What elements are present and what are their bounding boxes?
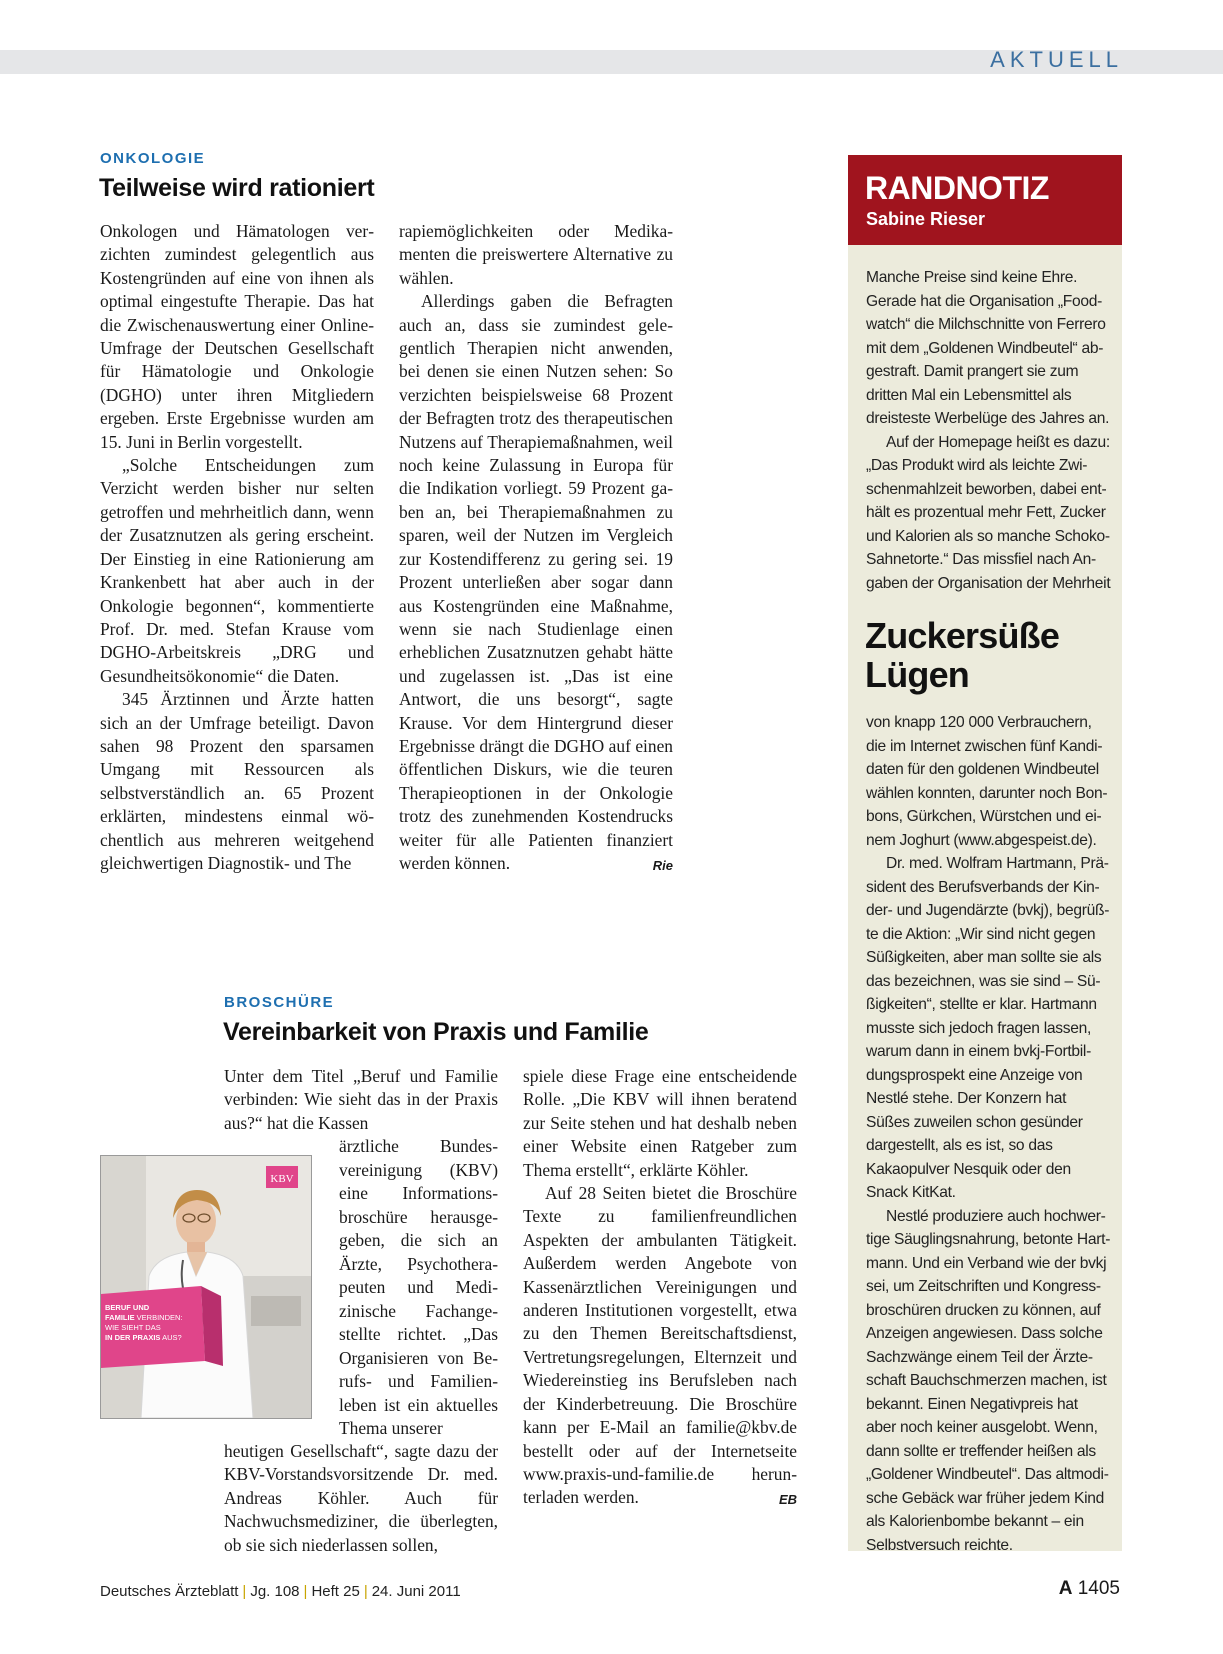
article2-signature: EB <box>778 1492 797 1508</box>
page-prefix: A <box>1058 1578 1073 1599</box>
footer-date: 24. Juni 2011 <box>371 1583 461 1600</box>
paragraph: von knapp 120 000 Verbrauchern, die im Internet zwischen fünf Kandidaten für den goldenen Windbeutel wählen konnten, darunter noch Bonbons, Gürkchen, Würstchen und einem Joghurt (www.abgespeist.de). <box>866 714 1108 849</box>
article2-kicker: BROSCHÜRE <box>224 994 335 1011</box>
paragraph: Nestlé produziere auch hochwertige Säuglingsnahrung, betonte Hartmann. Und ein Verband wie der bvkj sei, um Zeitschriften und Kongressbroschüren drucken zu können, auf Anzeigen angewiesen. Dass solche Sachzwänge einem Teil der Ärzteschaft Bauchschmerzen machen, ist bekannt. Einen Negativpreis hat aber noch keiner ausgelobt. Wenn, dann sollte er treffender heißen als „Goldener Windbeutel“. Das altmodische Gebäck war früher jedem Kind als Kalorienbombe bekannt – ein Selbstversuch reichte. <box>866 1207 1111 1554</box>
cover-logo: KBV <box>270 1173 294 1185</box>
article1-signature: Rie <box>652 857 673 873</box>
sidebar-headline <box>865 616 1115 694</box>
sidebar-title: RANDNOTIZ <box>865 170 1049 206</box>
article1-column-1 <box>100 220 374 875</box>
article2-column-1-top <box>224 1065 498 1135</box>
paragraph: Manche Preise sind keine Ehre. Gerade hat die Organisation „Foodwatch“ die Milchschnitte von Ferrero mit dem „Goldenen Windbeutel“ abgestraft. Damit prangert sie zum dritten Mal ein Lebensmittel als dreisteste Werbelüge des Jahres an. <box>866 269 1110 427</box>
paragraph: ärztliche Bundesvereinigung (KBV) eine Informationsbroschüre herausgegeben, die sich an Ärzte, Psychotherapeuten und Medizinische Fachangestellte richtet. „Das Organisieren von Berufs- und Familienleben ist ein aktuelles Thema unserer <box>339 1136 498 1438</box>
article1-column-2 <box>399 220 673 877</box>
paragraph: Auf der Homepage heißt es dazu: „Das Produkt wird als leichte Zwischenmahlzeit beworben, dabei enthält es prozentual mehr Fett, Zucker und Kalorien als so manche Schoko-Sahnetorte.“ Das missfiel nach Angaben der Organisation der Mehrheit <box>866 433 1111 592</box>
paragraph: Allerdings gaben die Befragten auch an, dass sie zumindest gelegentlich Therapien nicht anwenden, bei denen sie einen Nutzen sehen: So verzichten beispielsweise 68 Prozent der Befragten trotz des therapeutischen Nutzens auf Therapiemaßnahmen, weil noch keine Zulassung in Europa für die Indikation vorliegt. 59 Prozent gaben an, bei Therapiemaßnahmen zu sparen, weil der Nutzen im Vergleich zur Kostendifferenz zu gering sei. 19 Prozent unterließen aber sogar dann aus Kostengründen eine Maßnahme, wenn sie nach Studienlage einen erheblichen Zusatznutzen gehabt hätte und zugelassen ist. „Das ist eine Antwort, die uns besorgt“, sagte Krause. Vor dem Hintergrund dieser Ergebnisse drängt die DGHO auf einen öffentlichen Diskurs, wie die teuren Therapieoptionen in der Onkologie trotz des zunehmenden Kostendrucks weiter für alle Patienten finanziert werden können. Rie <box>399 290 673 875</box>
brochure-cover-image <box>100 1155 312 1419</box>
paragraph: 345 Ärztinnen und Ärzte hatten sich an der Umfrage beteiligt. Davon sahen 98 Prozent den sparsamen Umgang mit Ressourcen als selbstverständlich an. 65 Prozent erklärten, mindestens einmal wöchentlich aus mehreren weitgehend gleichwertigen Diagnostik- und The <box>100 689 374 873</box>
sidebar-headline-line: Lügen <box>865 654 969 695</box>
article2-column-1-bottom <box>224 1440 498 1557</box>
article2-column-2 <box>523 1065 797 1512</box>
paragraph: Auf 28 Seiten bietet die Broschüre Texte zu familienfreundlichen Aspekten der ambulanten Tätigkeit. Außerdem werden Angebote von Kassenärztlichen Vereinigungen und anderen Institutionen vorgestellt, etwa zu den Themen Bereitschaftsdienst, Vertretungsregelungen, Elternzeit und Wiedereinstieg ins Berufsleben nach der Kinderbetreuung. Die Broschüre kann per E-Mail an familie@kbv.de bestellt oder auf der Internetseite www.praxis-und-familie.de herunterladen werden. EB <box>523 1182 797 1510</box>
footer: Deutsches Ärzteblatt | Jg. 108 | Heft 25 | 24. Juni 2011 <box>100 1583 461 1600</box>
article1-kicker: ONKOLOGIE <box>100 150 206 167</box>
section-label: AKTUELL <box>990 47 1123 72</box>
article2-title: Vereinbarkeit von Praxis und Familie <box>223 1018 649 1046</box>
cover-text-line3: WIE SIEHT DAS <box>105 1323 161 1332</box>
page-number-value: 1405 <box>1077 1578 1120 1599</box>
cover-text-line4: IN DER PRAXIS AUS? <box>105 1333 182 1342</box>
footer-volume: Jg. 108 <box>250 1583 300 1600</box>
paragraph: heutigen Gesellschaft“, sagte dazu der KBV-Vorstandsvorsitzende Dr. med. Andreas Köhler. Auch für Nachwuchsmediziner, die überlegten, ob sie sich niederlassen sollen, <box>224 1441 498 1555</box>
paragraph: „Solche Entscheidungen zum Verzicht werden bisher nur selten getroffen und mehrheitlich dann, wenn der Zusatznutzen als gering erscheint. Der Einstieg in eine Rationierung am Krankenbett hat aber auch in der Onkologie begonnen“, kommentierte Prof. Dr. med. Stefan Krause vom DGHO-Arbeitskreis „DRG und Gesundheitsökonomie“ die Daten. <box>100 455 374 686</box>
brochure-illustration <box>101 1156 311 1418</box>
paragraph: spiele diese Frage eine entscheidende Rolle. „Die KBV will ihnen beratend zur Seite stehen und hat deshalb neben einer Website einen Ratgeber zum Thema erstellt“, erklärte Köhler. <box>523 1066 797 1180</box>
article1-title: Teilweise wird rationiert <box>99 174 375 202</box>
footer-journal: Deutsches Ärzteblatt <box>100 1583 239 1600</box>
paragraph: Onkologen und Hämatologen verzichten zumindest gelegentlich aus Kostengründen auf eine von ihnen als optimal eingestufte Therapie. Das hat die Zwischenauswertung einer Online-Umfrage der Deutschen Gesellschaft für Hämatologie und Onkologie (DGHO) unter ihren Mitgliedern ergeben. Erste Ergebnisse wurden am 15. Juni in Berlin vorgestellt. <box>100 221 374 452</box>
paragraph: Dr. med. Wolfram Hartmann, Präsident des Berufsverbands der Kinder- und Jugendärzte (bvkj), begrüßte die Aktion: „Wir sind nicht gegen Süßigkeiten, aber man sollte sie als das bezeichnen, was sie sind – Süßigkeiten“, stellte er klar. Hartmann musste sich jedoch fragen lassen, warum dann in einem bvkj-Fortbildungsprospekt eine Anzeige von Nestlé stehe. Der Konzern hat Süßes zuweilen schon gesünder dargestellt, als es ist, so das Kakaopulver Nesquik oder den Snack KitKat. <box>866 855 1110 1201</box>
sidebar-headline-line: Zuckersüße <box>865 615 1060 656</box>
sidebar-intro <box>866 266 1111 595</box>
sidebar-body <box>866 711 1111 1557</box>
cover-text-line1: BERUF UND <box>105 1303 150 1312</box>
article2-column-1-wrap <box>339 1135 498 1441</box>
footer-issue: Heft 25 <box>311 1583 360 1600</box>
sidebar-author: Sabine Rieser <box>866 209 986 229</box>
cover-text-line2: FAMILIE VERBINDEN: <box>105 1313 183 1322</box>
paragraph: Unter dem Titel „Beruf und Familie verbinden: Wie sieht das in der Praxis aus?“ hat die Kassen <box>224 1066 498 1133</box>
page-number <box>1059 1578 1120 1600</box>
paragraph: rapiemöglichkeiten oder Medikamenten die preiswertere Alternative zu wählen. <box>399 221 673 288</box>
